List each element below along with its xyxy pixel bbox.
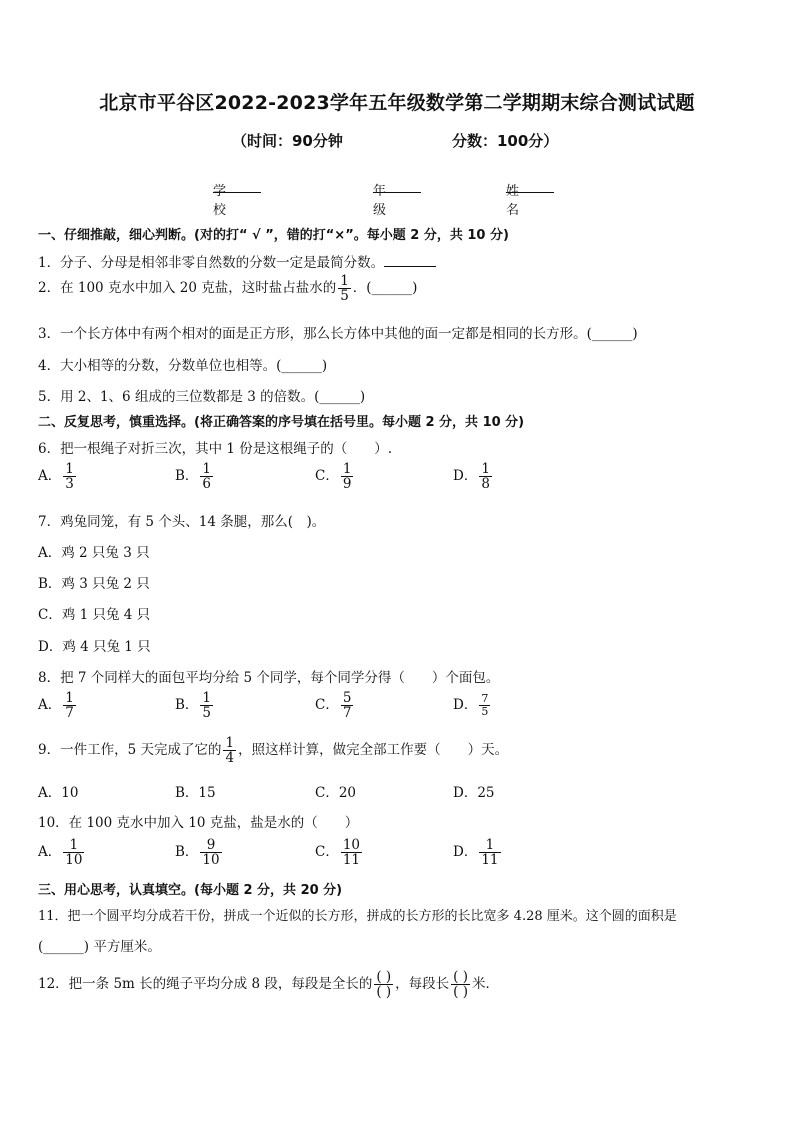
option-b[interactable]: B． $\frac{1}{6}$	[175, 461, 212, 493]
option-a[interactable]: A． $\frac{1}{10}$	[38, 837, 83, 869]
option-a[interactable]: A． $\frac{1}{3}$	[38, 461, 74, 493]
question-12: 12．把一条 5m 长的绳子平均分成 8 段，每段是全长的 $\frac{( )}{( )}$ ，每段长 $\frac{( )}{( )}$ 米．	[38, 969, 499, 1001]
fraction: $\frac{1}{5}$	[340, 273, 349, 305]
section-heading: 三、用心思考，认真填空。(每小题 2 分，共 20 分)	[38, 883, 343, 898]
option-d[interactable]: D．25	[453, 785, 495, 801]
question-5: 5．用 2、1、6 组成的三位数都是 3 的倍数。(______)	[38, 389, 366, 405]
option-b[interactable]: B． $\frac{1}{5}$	[175, 690, 212, 722]
question-10: 10．在 100 克水中加入 10 克盐，盐是水的（ ）	[38, 815, 359, 831]
option-a[interactable]: A． $\frac{1}{7}$	[38, 690, 74, 722]
name-blank[interactable]	[506, 180, 554, 193]
question-7: 7．鸡兔同笼，有 5 个头、14 条腿，那么( )。	[38, 514, 326, 530]
option-c[interactable]: C． $\frac{1}{9}$	[315, 461, 352, 493]
answer-blank[interactable]	[384, 254, 436, 267]
option-a[interactable]: A．10	[38, 785, 79, 801]
question-8: 8．把 7 个同样大的面包平均分给 5 个同学，每个同学分得（ ）个面包。	[38, 670, 500, 686]
option-d[interactable]: D． $\frac{1}{11}$	[453, 837, 499, 869]
school-blank[interactable]	[213, 180, 261, 193]
fraction-blank[interactable]: $\frac{( )}{( )}$	[453, 969, 468, 1001]
exam-page: 北京市平谷区2022-2023学年五年级数学第二学期期末综合测试试题 （时间：90分钟 分数：100分） 学校 年级 姓名 一、仔细推敲，细心判断。(对的打“ √ ”，错的打“×”。每小题 2 分，共 10 分) 1．分子、分母是相邻非零自然数的分数一定是最简分数。 2．在 100 克水中加入 20 克盐，这时盐占盐水的 $\frac{1}{5}$ ．(______) 3．一个长方体中有两个相对的面是正方形，那么长方体中其他的面一定都是相同的长方形。(______) 4．大小相等的分数，分数单位也相等。(______) 5．用 2、1、6 组成的三位数都是 3 的倍数。(______) 二、反复思考，慎重选择。(将正确答案的序号填在括号里。每小题 2 分，共 10 分) 6．把一根绳子对折三次，其中 1 份是这根绳子的（ ）. A． $\frac{1}{3}$ B． $\frac{1}{6}$ C． $\frac{1}{9}$ D． $\frac{1}{8}$ 7．鸡兔同笼，有 5 个头、14 条腿，那么( )。 A．鸡 2 只兔 3 只 B．鸡 3 只兔 2 只 C．鸡 1 只兔 4 只 D．鸡 4 只兔 1 只 8．把 7 个同样大的面包平均分给 5 个同学，每个同学分得（ ）个面包。 A． $\frac{1}{7}$ B． $\frac{1}{5}$ C． $\frac{5}{7}$ D． $\frac{7}{5}$ 9．一件工作，5 天完成了它的 $\frac{1}{4}$ ，照这样计算，做完全部工作要（ ）天。 A．10 B．15 C．20 D．25 10．在 100 克水中加入 10 克盐，盐是水的（ ） A． $\frac{1}{10}$ B． $\frac{9}{10}$ C． $\frac{10}{11}$ D． $\frac{1}{11}$ 三、用心思考，认真填空。(每小题 2 分，共 20 分) 11．把一个圆平均分成若干份，拼成一个近似的长方形，拼成的长方形的长比宽多 4.28 厘米。这个圆的面积是 (______) 平方厘米。 12．把一条 5m 长的绳子平均分成 8 段，每段是全长的 $\frac{( )}{( )}$ ，每段长 $\frac{( )}{( )}$ 米．	[0, 0, 794, 1123]
option-c[interactable]: C．鸡 1 只兔 4 只	[38, 607, 151, 623]
option-c[interactable]: C．20	[315, 785, 357, 801]
question-2: 2．在 100 克水中加入 20 克盐，这时盐占盐水的 $\frac{1}{5}$ ．(______)	[38, 273, 418, 305]
fraction: $\frac{1}{4}$	[225, 735, 235, 767]
option-b[interactable]: B．15	[175, 785, 216, 801]
option-d[interactable]: D． $\frac{7}{5}$	[453, 692, 489, 718]
section-heading: 一、仔细推敲，细心判断。(对的打“ √ ”，错的打“×”。每小题 2 分，共 10 分)	[38, 228, 509, 243]
exam-score: 分数：100分）	[452, 132, 559, 150]
question-3: 3．一个长方体中有两个相对的面是正方形，那么长方体中其他的面一定都是相同的长方形。(______)	[38, 326, 638, 342]
option-c[interactable]: C． $\frac{10}{11}$	[315, 837, 361, 869]
fraction-blank[interactable]: $\frac{( )}{( )}$	[376, 969, 392, 1001]
question-9: 9．一件工作，5 天完成了它的 $\frac{1}{4}$ ，照这样计算，做完全部工作要（ ）天。	[38, 735, 509, 767]
exam-time: （时间：90分钟	[232, 132, 343, 150]
question-11: 11．把一个圆平均分成若干份，拼成一个近似的长方形，拼成的长方形的长比宽多 4.28 厘米。这个圆的面积是	[38, 909, 677, 924]
grade-blank[interactable]	[373, 180, 421, 193]
option-a[interactable]: A．鸡 2 只兔 3 只	[38, 545, 150, 561]
question-11-cont: (______) 平方厘米。	[38, 939, 161, 955]
question-4: 4．大小相等的分数，分数单位也相等。(______)	[38, 358, 328, 374]
option-d[interactable]: D． $\frac{1}{8}$	[453, 461, 490, 493]
option-c[interactable]: C． $\frac{5}{7}$	[315, 690, 352, 722]
option-b[interactable]: B． $\frac{9}{10}$	[175, 837, 220, 869]
question-6: 6．把一根绳子对折三次，其中 1 份是这根绳子的（ ）.	[38, 441, 393, 457]
option-d[interactable]: D．鸡 4 只兔 1 只	[38, 639, 151, 655]
option-b[interactable]: B．鸡 3 只兔 2 只	[38, 576, 150, 592]
section-heading: 二、反复思考，慎重选择。(将正确答案的序号填在括号里。每小题 2 分，共 10 分)	[38, 415, 525, 430]
question-1: 1．分子、分母是相邻非零自然数的分数一定是最简分数。	[38, 251, 436, 271]
exam-title: 北京市平谷区2022-2023学年五年级数学第二学期期末综合测试试题	[99, 92, 695, 114]
